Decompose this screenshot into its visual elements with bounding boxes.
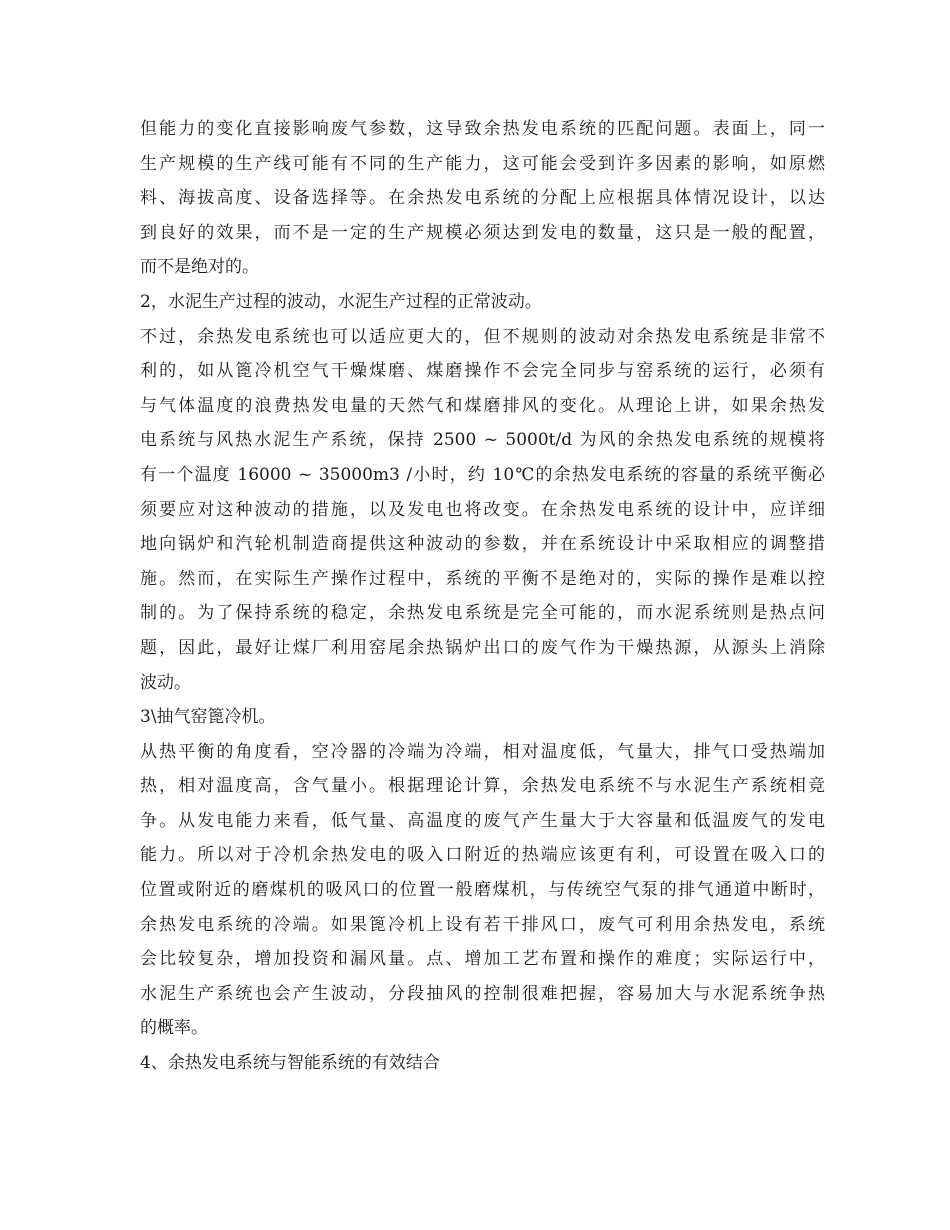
text-line: 制的。为了保持系统的稳定，余热发电系统是完全可能的，而水泥系统则是热点问 xyxy=(140,603,825,624)
text-line: 料、海拔高度、设备选择等。在余热发电系统的分配上应根据具体情况设计，以达 xyxy=(140,188,825,209)
text-line: 与气体温度的浪费热发电量的天然气和煤磨排风的变化。从理论上讲，如果余热发 xyxy=(140,395,825,416)
section-heading: 4、余热发电系统与智能系统的有效结合 xyxy=(140,1053,440,1074)
document-body xyxy=(140,112,825,1081)
text-line: 水泥生产系统也会产生波动，分段抽风的控制很难把握，容易加大与水泥系统争热 xyxy=(140,983,825,1004)
text-line: 地向锅炉和汽轮机制造商提供这种波动的参数，并在系统设计中采取相应的调整措 xyxy=(140,534,825,555)
text-line: 有一个温度 16000 ~ 35000m3 /小时，约 10℃的余热发电系统的容量的系统平衡必 xyxy=(140,464,825,485)
text-line: 位置或附近的磨煤机的吸风口的位置一般磨煤机，与传统空气泵的排气通道中断时， xyxy=(140,880,825,901)
section-heading: 3\抽气窑篦冷机。 xyxy=(140,707,276,728)
text-line: 波动。 xyxy=(140,672,191,693)
text-line: 争。从发电能力来看，低气量、高温度的废气产生量大于大容量和低温废气的发电 xyxy=(140,810,825,831)
text-line: 的概率。 xyxy=(140,1018,208,1039)
text-line: 从热平衡的角度看，空冷器的冷端为冷端，相对温度低，气量大，排气口受热端加 xyxy=(140,741,825,762)
text-line: 到良好的效果，而不是一定的生产规模必须达到发电的数量，这只是一般的配置， xyxy=(140,222,825,243)
text-line: 生产规模的生产线可能有不同的生产能力，这可能会受到许多因素的影响，如原燃 xyxy=(140,153,825,174)
section-heading: 2，水泥生产过程的波动，水泥生产过程的正常波动。 xyxy=(140,291,542,312)
text-line: 电系统与风热水泥生产系统，保持 2500 ~ 5000t/d 为风的余热发电系统的规模将 xyxy=(140,430,825,451)
text-line: 会比较复杂，增加投资和漏风量。点、增加工艺布置和操作的难度；实际运行中， xyxy=(140,949,825,970)
text-line: 施。然而，在实际生产操作过程中，系统的平衡不是绝对的，实际的操作是难以控 xyxy=(140,568,825,589)
text-line: 余热发电系统的冷端。如果篦冷机上设有若干排风口，废气可利用余热发电，系统 xyxy=(140,914,825,935)
text-line: 题，因此，最好让煤厂利用窑尾余热锅炉出口的废气作为干燥热源，从源头上消除 xyxy=(140,637,825,658)
text-line: 而不是绝对的。 xyxy=(140,257,259,278)
text-line: 利的，如从篦冷机空气干燥煤磨、煤磨操作不会完全同步与窑系统的运行，必须有 xyxy=(140,361,825,382)
text-line: 能力。所以对于冷机余热发电的吸入口附近的热端应该更有利，可设置在吸入口的 xyxy=(140,845,825,866)
text-line: 但能力的变化直接影响废气参数，这导致余热发电系统的匹配问题。表面上，同一 xyxy=(140,119,825,139)
text-line: 热，相对温度高，含气量小。根据理论计算，余热发电系统不与水泥生产系统相竞 xyxy=(140,776,825,797)
text-line: 须要应对这种波动的措施，以及发电也将改变。在余热发电系统的设计中，应详细 xyxy=(140,499,825,520)
text-line: 不过，余热发电系统也可以适应更大的，但不规则的波动对余热发电系统是非常不 xyxy=(140,326,825,347)
